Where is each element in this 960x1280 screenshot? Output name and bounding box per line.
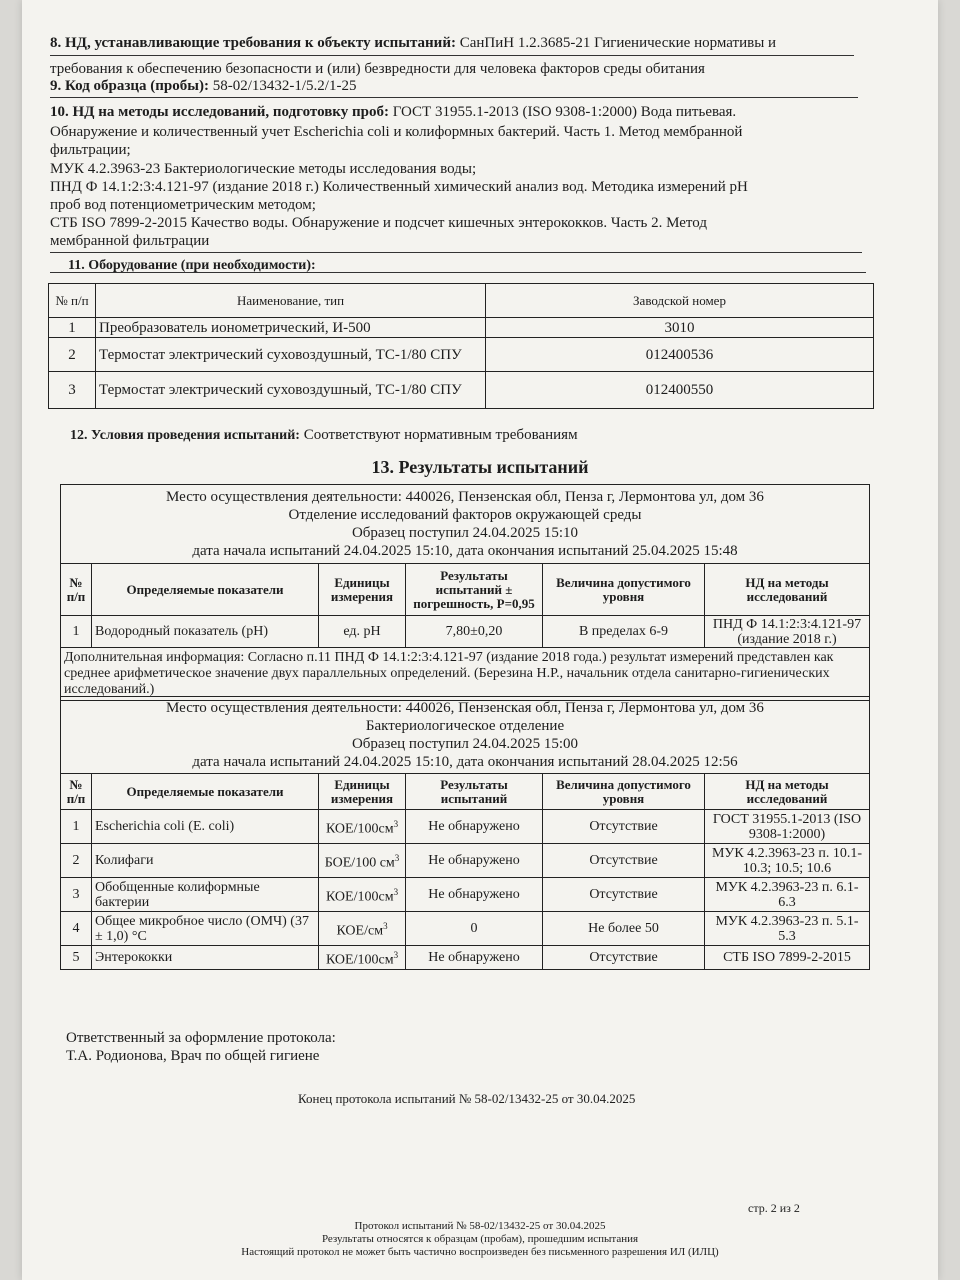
section-8-title: 8. НД, устанавливающие требования к объекту испытаний: xyxy=(50,35,456,51)
sample-received: Образец поступил 24.04.2025 15:00 xyxy=(351,736,579,752)
section-9 xyxy=(50,79,356,94)
unit xyxy=(319,810,406,844)
section-8 xyxy=(50,36,776,51)
table-row xyxy=(61,946,870,970)
col-parameter: Определяемые показатели xyxy=(92,564,319,616)
signature-name: Т.А. Родионова, Врач по общей гигиене xyxy=(66,1048,320,1064)
footer-line3: Настоящий протокол не может быть частично воспроизведен без письменного разрешения ИЛ (ИЛЦ) xyxy=(241,1246,719,1258)
section-10-title: 10. НД на методы исследований, подготовку проб: xyxy=(50,104,389,120)
parameter: Escherichia coli (E. coli) xyxy=(92,810,319,844)
result: Не обнаружено xyxy=(406,878,543,912)
place-of-activity: Место осуществления деятельности: 440026, Пензенская обл, Пенза г, Лермонтова ул, дом 36 xyxy=(166,700,764,716)
col-result: Результаты испытаний ± погрешность, Р=0,95 xyxy=(406,564,543,616)
section-10-line4: МУК 4.2.3963-23 Бактериологические методы исследования воды; xyxy=(50,161,477,177)
block2-info-row xyxy=(61,697,870,774)
unit-exponent: 3 xyxy=(393,818,399,829)
results-heading: 13. Результаты испытаний xyxy=(371,457,589,477)
equipment-table xyxy=(48,283,874,409)
row-number: 3 xyxy=(61,878,92,912)
parameter: Обобщенные колиформные бактерии xyxy=(92,878,319,912)
section-12 xyxy=(70,428,578,443)
divider xyxy=(50,272,866,273)
table-row xyxy=(61,878,870,912)
sample-received: Образец поступил 24.04.2025 15:10 xyxy=(351,525,579,541)
block1-info-row xyxy=(61,485,870,564)
unit-text: БОЕ/100 см xyxy=(324,855,395,871)
result: 0 xyxy=(406,912,543,946)
section-8-line2: требования к обеспечению безопасности и (или) безвредности для человека факторов среды обитания xyxy=(50,61,705,77)
limit: Отсутствие xyxy=(543,878,705,912)
col-name: Наименование, тип xyxy=(96,284,486,318)
section-11-title: 11. Оборудование (при необходимости): xyxy=(68,258,316,273)
result: 7,80±0,20 xyxy=(406,616,543,648)
page-number: стр. 2 из 2 xyxy=(748,1201,800,1215)
limit: Отсутствие xyxy=(543,810,705,844)
department: Бактериологическое отделение xyxy=(365,718,565,734)
section-10-line3: фильтрации; xyxy=(50,142,131,158)
unit-text: КОЕ/100см xyxy=(325,952,394,968)
divider xyxy=(50,97,858,98)
serial-number: 012400550 xyxy=(486,372,874,409)
limit: Не более 50 xyxy=(543,912,705,946)
row-number: 1 xyxy=(61,616,92,648)
footer xyxy=(22,1220,938,1259)
table-row xyxy=(49,372,874,409)
col-unit: Единицы измерения xyxy=(319,774,406,810)
col-number: № п/п xyxy=(61,774,92,810)
section-8-line1: СанПиН 1.2.3685-21 Гигиенические нормативы и xyxy=(459,35,777,51)
unit-text: КОЕ/см xyxy=(336,923,384,939)
equipment-header-row xyxy=(49,284,874,318)
method: МУК 4.2.3963-23 п. 6.1-6.3 xyxy=(705,878,870,912)
row-number: 2 xyxy=(61,844,92,878)
signature-label: Ответственный за оформление протокола: xyxy=(66,1030,336,1046)
method: МУК 4.2.3963-23 п. 10.1-10.3; 10.5; 10.6 xyxy=(705,844,870,878)
result: Не обнаружено xyxy=(406,844,543,878)
row-number: 3 xyxy=(49,372,96,409)
limit: Отсутствие xyxy=(543,844,705,878)
unit-exponent: 3 xyxy=(394,852,400,863)
test-conditions: Соответствуют нормативным требованиям xyxy=(303,427,578,443)
note-row xyxy=(61,648,870,701)
test-dates: дата начала испытаний 24.04.2025 15:10, дата окончания испытаний 28.04.2025 12:56 xyxy=(192,754,738,770)
block2-header-row xyxy=(61,774,870,810)
footer-line1: Протокол испытаний № 58-02/13432-25 от 30.04.2025 xyxy=(354,1220,606,1232)
col-serial: Заводской номер xyxy=(486,284,874,318)
unit xyxy=(319,844,406,878)
section-10-line5: ПНД Ф 14.1:2:3:4.121-97 (издание 2018 г.) Количественный химический анализ вод. Методика измерений pH xyxy=(50,179,748,195)
results-table-physchem xyxy=(60,484,870,701)
row-number: 4 xyxy=(61,912,92,946)
section-10-line1: ГОСТ 31955.1-2013 (ISO 9308-1:2000) Вода питьевая. xyxy=(392,104,737,120)
col-unit: Единицы измерения xyxy=(319,564,406,616)
section-10-line7: СТБ ISO 7899-2-2015 Качество воды. Обнаружение и подсчет кишечных энтерококков. Часть 2. Метод xyxy=(50,215,707,231)
section-10-line6: проб вод потенциометрическим методом; xyxy=(50,197,316,213)
row-number: 1 xyxy=(61,810,92,844)
table-row xyxy=(61,616,870,648)
unit xyxy=(319,878,406,912)
unit-exponent: 3 xyxy=(393,886,399,897)
method: ПНД Ф 14.1:2:3:4.121-97 (издание 2018 г.) xyxy=(705,616,870,648)
equipment-name: Термостат электрический суховоздушный, ТС-1/80 СПУ xyxy=(96,338,486,372)
col-number: № п/п xyxy=(61,564,92,616)
serial-number: 012400536 xyxy=(486,338,874,372)
results-table-bacteriology xyxy=(60,696,870,970)
section-10 xyxy=(50,105,736,120)
divider xyxy=(50,55,854,56)
col-limit: Величина допустимого уровня xyxy=(543,564,705,616)
row-number: 5 xyxy=(61,946,92,970)
parameter: Энтерококки xyxy=(92,946,319,970)
test-dates: дата начала испытаний 24.04.2025 15:10, дата окончания испытаний 25.04.2025 15:48 xyxy=(192,543,738,559)
col-number: № п/п xyxy=(49,284,96,318)
equipment-name: Преобразователь ионометрический, И-500 xyxy=(96,318,486,338)
sample-code: 58-02/13432-1/5.2/1-25 xyxy=(212,78,357,94)
unit-text: КОЕ/100см xyxy=(325,821,394,837)
col-limit: Величина допустимого уровня xyxy=(543,774,705,810)
equipment-name: Термостат электрический суховоздушный, ТС-1/80 СПУ xyxy=(96,372,486,409)
table-row xyxy=(61,912,870,946)
unit-exponent: 3 xyxy=(383,920,388,931)
document-page xyxy=(22,0,938,1280)
method: СТБ ISO 7899-2-2015 xyxy=(705,946,870,970)
parameter: Водородный показатель (pH) xyxy=(92,616,319,648)
unit-text: КОЕ/100см xyxy=(325,889,394,905)
row-number: 2 xyxy=(49,338,96,372)
table-row xyxy=(61,844,870,878)
method: МУК 4.2.3963-23 п. 5.1-5.3 xyxy=(705,912,870,946)
divider xyxy=(50,252,862,253)
parameter: Колифаги xyxy=(92,844,319,878)
unit xyxy=(319,946,406,970)
table-row xyxy=(61,810,870,844)
end-of-protocol: Конец протокола испытаний № 58-02/13432-25 от 30.04.2025 xyxy=(298,1091,636,1106)
additional-info: Дополнительная информация: Согласно п.11 ПНД Ф 14.1:2:3:4.121-97 (издание 2018 года.) результат измерений представлен как среднее арифметическое значение двух параллельных определений. (Березина Н.Р., начальник отдела санитарно-гигиенических исследований.) xyxy=(61,648,870,701)
col-method: НД на методы исследований xyxy=(705,774,870,810)
parameter: Общее микробное число (ОМЧ) (37 ± 1,0) °С xyxy=(92,912,319,946)
method: ГОСТ 31955.1-2013 (ISO 9308-1:2000) xyxy=(705,810,870,844)
department: Отделение исследований факторов окружающей среды xyxy=(288,507,642,523)
place-of-activity: Место осуществления деятельности: 440026, Пензенская обл, Пенза г, Лермонтова ул, дом 36 xyxy=(166,489,764,505)
section-10-line8: мембранной фильтрации xyxy=(50,233,210,249)
footer-line2: Результаты относятся к образцам (пробам), прошедшим испытания xyxy=(321,1233,639,1245)
result: Не обнаружено xyxy=(406,946,543,970)
section-9-title: 9. Код образца (пробы): xyxy=(50,78,209,94)
result: Не обнаружено xyxy=(406,810,543,844)
section-12-title: 12. Условия проведения испытаний: xyxy=(70,428,300,443)
block1-header-row xyxy=(61,564,870,616)
limit: Отсутствие xyxy=(543,946,705,970)
table-row xyxy=(49,318,874,338)
unit-exponent: 3 xyxy=(393,949,399,960)
limit: В пределах 6-9 xyxy=(543,616,705,648)
col-method: НД на методы исследований xyxy=(705,564,870,616)
unit xyxy=(319,912,406,946)
serial-number: 3010 xyxy=(486,318,874,338)
col-result: Результаты испытаний xyxy=(406,774,543,810)
row-number: 1 xyxy=(49,318,96,338)
col-parameter: Определяемые показатели xyxy=(92,774,319,810)
unit: ед. pH xyxy=(319,616,406,648)
section-10-line2: Обнаружение и количественный учет Escherichia coli и колиформных бактерий. Часть 1. Метод мембранной xyxy=(50,124,743,140)
table-row xyxy=(49,338,874,372)
